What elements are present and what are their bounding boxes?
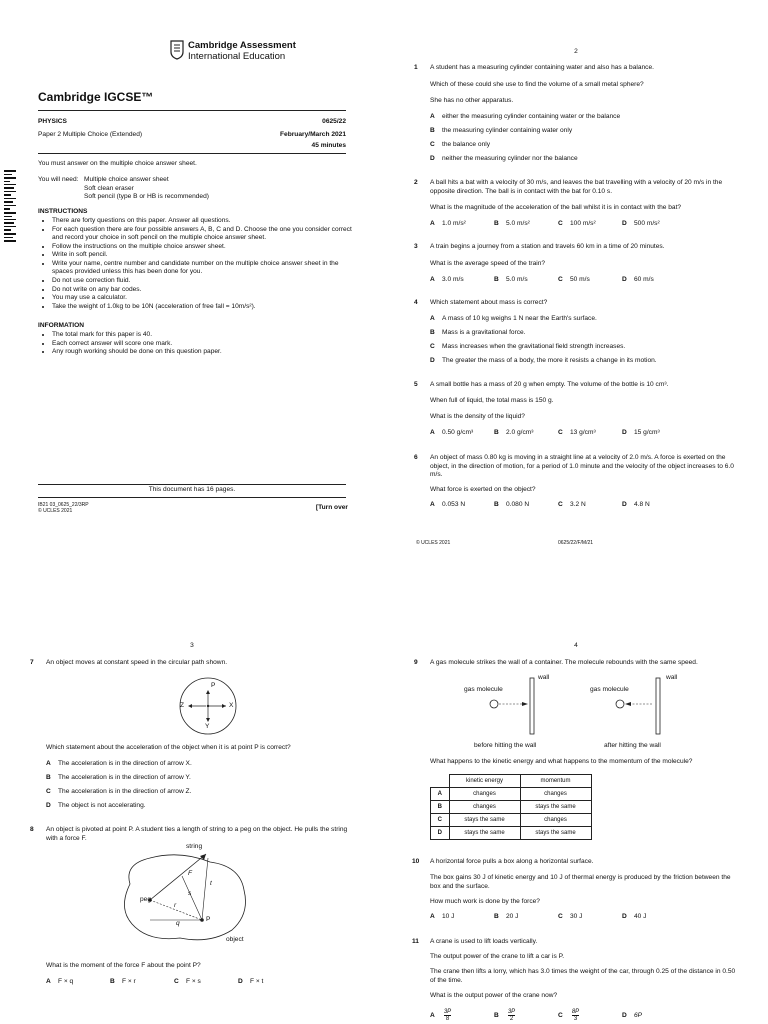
need-label: You will need: [38, 176, 79, 183]
label-p: P [206, 916, 211, 923]
label-peg: peg [140, 896, 152, 903]
table-cell: changes [449, 801, 520, 814]
label-t: t [210, 880, 212, 887]
option-c: C F × s [174, 978, 201, 985]
option-c: C Mass increases when the gravitational field strength increases. [430, 343, 626, 350]
table-row [431, 801, 592, 814]
option-b: B 0.080 N [494, 501, 530, 508]
question-text: What is the moment of the force F about the point P? [46, 962, 201, 969]
instruction-item: • You may use a calculator. [52, 294, 352, 303]
label-wall: wall [538, 674, 550, 681]
row-letter: A [431, 788, 450, 801]
brand-line-2: International Education [188, 51, 286, 62]
pages-note: This document has 16 pages. [148, 486, 236, 493]
option-a: A $\frac{3P}{8}$ [430, 1009, 452, 1022]
option-a: A A mass of 10 kg weighs 1 N near the Earth's surface. [430, 315, 597, 322]
instructions-heading: INSTRUCTIONS [38, 208, 88, 215]
table-cell: stays the same [520, 801, 591, 814]
question-number: 5 [414, 381, 418, 388]
label-string: string [186, 843, 203, 850]
subject: PHYSICS [38, 118, 67, 125]
table-header-row [431, 775, 592, 788]
question-number: 7 [30, 659, 34, 666]
question-text: What force is exerted on the object? [430, 486, 536, 493]
option-d: D 500 m/s² [622, 220, 660, 227]
option-c: C the balance only [430, 141, 491, 148]
row-letter: C [431, 814, 450, 827]
option-d: D F × t [238, 978, 264, 985]
option-b: B 20 J [494, 913, 519, 920]
caption-before: before hitting the wall [474, 742, 537, 749]
instruction-item: • Write in soft pencil. [52, 251, 352, 260]
instruction-item: • Follow the instructions on the multiple choice answer sheet. [52, 243, 352, 252]
need-item: Soft clean eraser [84, 184, 134, 192]
page-number: 2 [574, 48, 578, 55]
page2-footer-right: 0625/22/F/M/21 [558, 540, 594, 546]
instruction-item: • For each question there are four possible answers A, B, C and D. Choose the one you consider correct and record your choice in soft pencil on the multiple choice answer sheet. [52, 226, 352, 243]
question-text: She has no other apparatus. [430, 97, 514, 104]
pivot-diagram [110, 844, 260, 948]
option-c: C $\frac{8P}{3}$ [558, 1009, 580, 1022]
label-r: r [174, 902, 177, 909]
question-text: An object of mass 0.80 kg is moving in a straight line at a velocity of 2.0 m/s. A force is exerted on the object, in the direction of motion, for a period of 1.0 minute and the velocity of the object increases to 6.0 m/s. [430, 454, 734, 479]
need-item: Multiple choice answer sheet [84, 176, 169, 183]
crest-logo-icon [170, 40, 184, 60]
option-a: A either the measuring cylinder containing water or the balance [430, 113, 621, 120]
option-b: B The acceleration is in the direction of arrow Y. [46, 774, 191, 781]
question-text: How much work is done by the force? [430, 898, 540, 905]
question-text: An object is pivoted at point P. A student ties a length of string to a peg on the object. He pulls the string with a force F. [46, 826, 348, 842]
paper-code: 0625/22 [322, 118, 346, 125]
label-y: Y [205, 723, 210, 730]
option-d: D neither the measuring cylinder nor the balance [430, 155, 578, 162]
option-d: D The object is not accelerating. [46, 802, 146, 809]
option-b: B 2.0 g/cm³ [494, 429, 534, 436]
column-header: kinetic energy [449, 775, 520, 788]
brand-line-1: Cambridge Assessment [188, 40, 296, 51]
table-cell: changes [520, 788, 591, 801]
turn-over: [Turn over [315, 504, 348, 511]
barcode-number-strip [20, 170, 28, 242]
question-number: 8 [30, 826, 34, 833]
option-b: B Mass is a gravitational force. [430, 329, 526, 336]
option-c: C The acceleration is in the direction of arrow Z. [46, 788, 192, 795]
page-number: 3 [190, 642, 194, 649]
before-wall-diagram [474, 674, 564, 738]
question-text: A ball hits a bat with a velocity of 30 m/s, and leaves the bat travelling with a velocity of 20 m/s in the opposite direction. The ball is in contact with the bat for 0.10 s. [430, 179, 723, 195]
option-a: A 10 J [430, 913, 455, 920]
question-text: What is the output power of the crane now? [430, 992, 558, 999]
table-cell: changes [520, 814, 591, 827]
option-c: C 30 J [558, 913, 583, 920]
session: February/March 2021 [280, 131, 346, 138]
option-b: B the measuring cylinder containing water only [430, 127, 573, 134]
row-letter: D [431, 827, 450, 840]
question-number: 10 [412, 858, 420, 865]
option-a: A 0.053 N [430, 501, 466, 508]
question-text: A gas molecule strikes the wall of a container. The molecule rebounds with the same speed. [430, 659, 698, 666]
label-s: s [188, 890, 192, 897]
page-3 [0, 630, 384, 1024]
question-number: 1 [414, 64, 418, 71]
label-q: q [176, 920, 180, 927]
page2-footer-left: © UCLES 2021 [416, 540, 451, 546]
instructions-list [38, 217, 352, 311]
option-a: A 0.50 g/cm³ [430, 429, 474, 436]
answer-table [430, 774, 592, 840]
option-d: D 4.8 N [622, 501, 650, 508]
table-cell: stays the same [520, 827, 591, 840]
label-p: P [211, 682, 216, 689]
option-d: D The greater the mass of a body, the more it resists a change in its motion. [430, 357, 657, 364]
instruction-item: • Do not write on any bar codes. [52, 286, 352, 295]
page-title: Cambridge IGCSE™ [38, 90, 154, 104]
option-a: A F × q [46, 978, 74, 985]
page-2 [384, 0, 768, 512]
option-c: C 100 m/s² [558, 220, 596, 227]
table-cell: stays the same [449, 827, 520, 840]
duration: 45 minutes [311, 142, 346, 149]
barcode-icon [4, 170, 16, 242]
instruction-item: • Write your name, centre number and candidate number on the multiple choice answer sheet in the spaces provided unless this has been done for you. [52, 260, 352, 277]
question-number: 3 [414, 243, 418, 250]
footer-copyright: © UCLES 2021 [38, 508, 73, 512]
footer-code: IB21 03_0625_22/3RP [38, 502, 89, 508]
question-text: What is the average speed of the train? [430, 260, 546, 267]
after-wall-diagram [600, 674, 690, 738]
page-4 [384, 630, 768, 1024]
question-text: What is the magnitude of the acceleration of the ball whilst it is in contact with the bat? [430, 204, 682, 211]
row-letter: B [431, 801, 450, 814]
instruction-item: • Do not use correction fluid. [52, 277, 352, 286]
question-text: The output power of the crane to lift a car is P. [430, 953, 565, 960]
answer-sheet-note: You must answer on the multiple choice answer sheet. [38, 160, 197, 167]
option-c: C 3.2 N [558, 501, 586, 508]
option-d: D 6P [622, 1012, 643, 1019]
question-text: A horizontal force pulls a box along a horizontal surface. [430, 858, 594, 865]
table-cell: changes [449, 788, 520, 801]
question-text: Which statement about the acceleration of the object when it is at point P is correct? [46, 744, 291, 751]
information-heading: INFORMATION [38, 322, 85, 329]
label-z: Z [180, 702, 185, 709]
question-text: The box gains 30 J of kinetic energy and 10 J of thermal energy is produced by the friction between the box and the surface. [430, 874, 731, 890]
question-text: The crane then lifts a lorry, which has 3.0 times the weight of the car, through 0.25 of the distance in 0.50 of the time. [430, 968, 736, 984]
question-number: 6 [414, 454, 418, 461]
label-f: F [188, 870, 193, 877]
page-number: 4 [574, 642, 578, 649]
question-text: Which of these could she use to find the volume of a small metal sphere? [430, 81, 644, 88]
information-item: • Any rough working should be done on this question paper. [52, 348, 352, 357]
need-item: Soft pencil (type B or HB is recommended) [84, 193, 209, 201]
information-item: • The total mark for this paper is 40. [52, 331, 352, 340]
column-header: momentum [520, 775, 591, 788]
information-item: • Each correct answer will score one mark. [52, 340, 352, 349]
question-text: An object moves at constant speed in the circular path shown. [46, 659, 228, 666]
question-text: What is the density of the liquid? [430, 413, 525, 420]
cover-page [0, 0, 384, 512]
instruction-item: • Take the weight of 1.0kg to be 10N (acceleration of free fall = 10m/s²). [52, 303, 352, 312]
need-items [84, 176, 209, 202]
option-d: D 60 m/s [622, 276, 654, 283]
question-number: 9 [414, 659, 418, 666]
option-a: A The acceleration is in the direction of arrow X. [46, 760, 192, 767]
option-c: C 50 m/s [558, 276, 590, 283]
table-row [431, 788, 592, 801]
question-text: What happens to the kinetic energy and what happens to the momentum of the molecule? [430, 758, 693, 765]
question-text: A train begins a journey from a station and travels 60 km in a time of 20 minutes. [430, 243, 665, 250]
instruction-item: • There are forty questions on this paper. Answer all questions. [52, 217, 352, 226]
label-gas-molecule: gas molecule [464, 686, 503, 693]
question-text: When full of liquid, the total mass is 150 g. [430, 397, 554, 404]
table-row [431, 827, 592, 840]
option-a: A 3.0 m/s [430, 276, 464, 283]
question-number: 4 [414, 299, 418, 306]
information-list [38, 331, 352, 357]
caption-after: after hitting the wall [604, 742, 661, 749]
option-c: C 13 g/cm³ [558, 429, 596, 436]
label-wall: wall [666, 674, 678, 681]
question-text: Which statement about mass is correct? [430, 299, 548, 306]
question-text: A crane is used to lift loads vertically. [430, 938, 538, 945]
label-x: X [229, 702, 234, 709]
paper-name: Paper 2 Multiple Choice (Extended) [38, 131, 143, 138]
table-row [431, 814, 592, 827]
option-d: D 40 J [622, 913, 647, 920]
question-number: 11 [412, 938, 419, 945]
question-text: A student has a measuring cylinder containing water and also has a balance. [430, 64, 654, 71]
option-b: B F × r [110, 978, 136, 985]
option-b: B 5.0 m/s [494, 276, 528, 283]
table-cell: stays the same [449, 814, 520, 827]
question-number: 2 [414, 179, 418, 186]
option-a: A 1.0 m/s² [430, 220, 466, 227]
option-d: D 15 g/cm³ [622, 429, 660, 436]
question-text: A small bottle has a mass of 20 g when empty. The volume of the bottle is 10 cm³. [430, 381, 669, 388]
option-b: B $\frac{3P}{2}$ [494, 1009, 516, 1022]
option-b: B 5.0 m/s² [494, 220, 530, 227]
label-object: object [226, 936, 244, 943]
label-gas-molecule: gas molecule [590, 686, 629, 693]
